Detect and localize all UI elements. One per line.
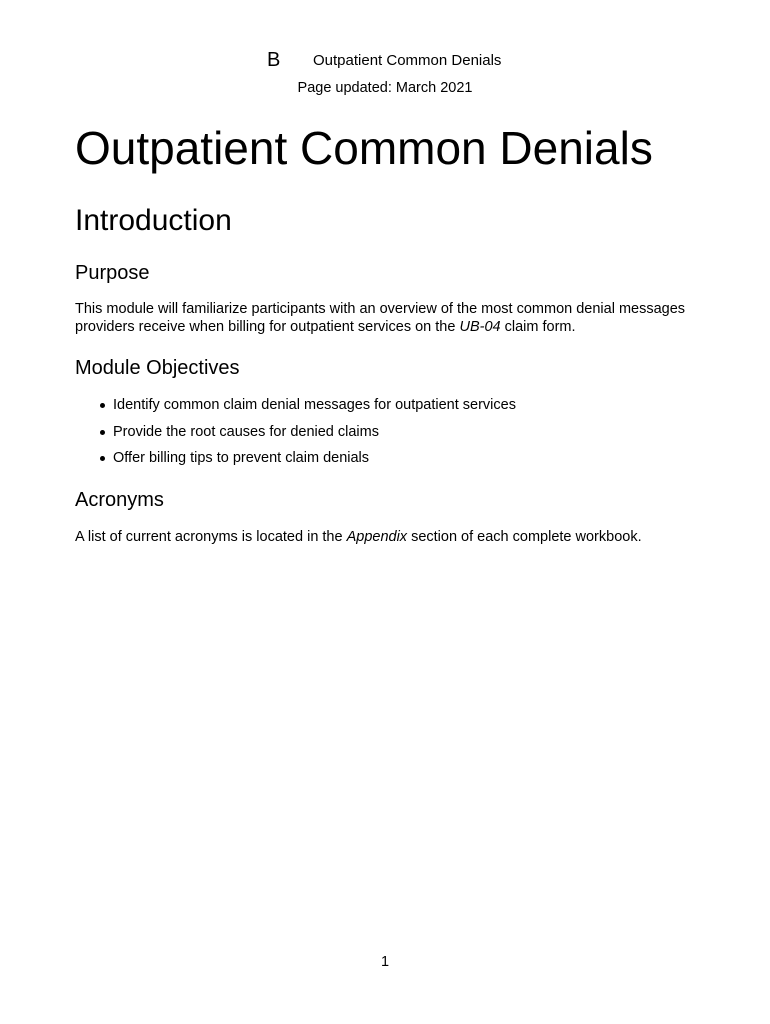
objective-text: Provide the root causes for denied claims [113,423,379,440]
document-title: Outpatient Common Denials [75,122,653,174]
page-number: 1 [380,954,390,970]
purpose-emphasis: UB-04 [459,319,501,335]
header-title: Outpatient Common Denials [313,52,502,69]
header-letter: B [267,49,281,71]
objectives-list [75,396,695,476]
acronyms-heading: Acronyms [75,489,164,511]
bullet-icon [100,430,105,435]
introduction-heading: Introduction [75,204,232,237]
acronyms-text-start: A list of current acronyms is located in the [75,529,347,545]
acronyms-text-end: section of each complete workbook. [407,529,642,545]
acronyms-emphasis: Appendix [346,529,408,545]
purpose-text-start: This module will familiarize participants with an overview of the most common denial messages providers receive when billing for outpatient services on the [75,301,686,335]
list-item [75,449,695,467]
bullet-icon [100,456,105,461]
list-item [75,396,695,414]
objective-text: Offer billing tips to prevent claim denials [113,450,370,466]
list-item [75,423,695,441]
purpose-text-end: claim form. [500,319,576,335]
purpose-heading: Purpose [75,262,150,284]
purpose-paragraph [75,300,695,336]
objective-text: Identify common claim denial messages for outpatient services [113,397,516,413]
bullet-icon [100,403,105,408]
running-header [0,48,770,74]
module-objectives-heading: Module Objectives [75,357,240,379]
page-updated-date: Page updated: March 2021 [297,80,473,96]
acronyms-paragraph [75,528,695,546]
